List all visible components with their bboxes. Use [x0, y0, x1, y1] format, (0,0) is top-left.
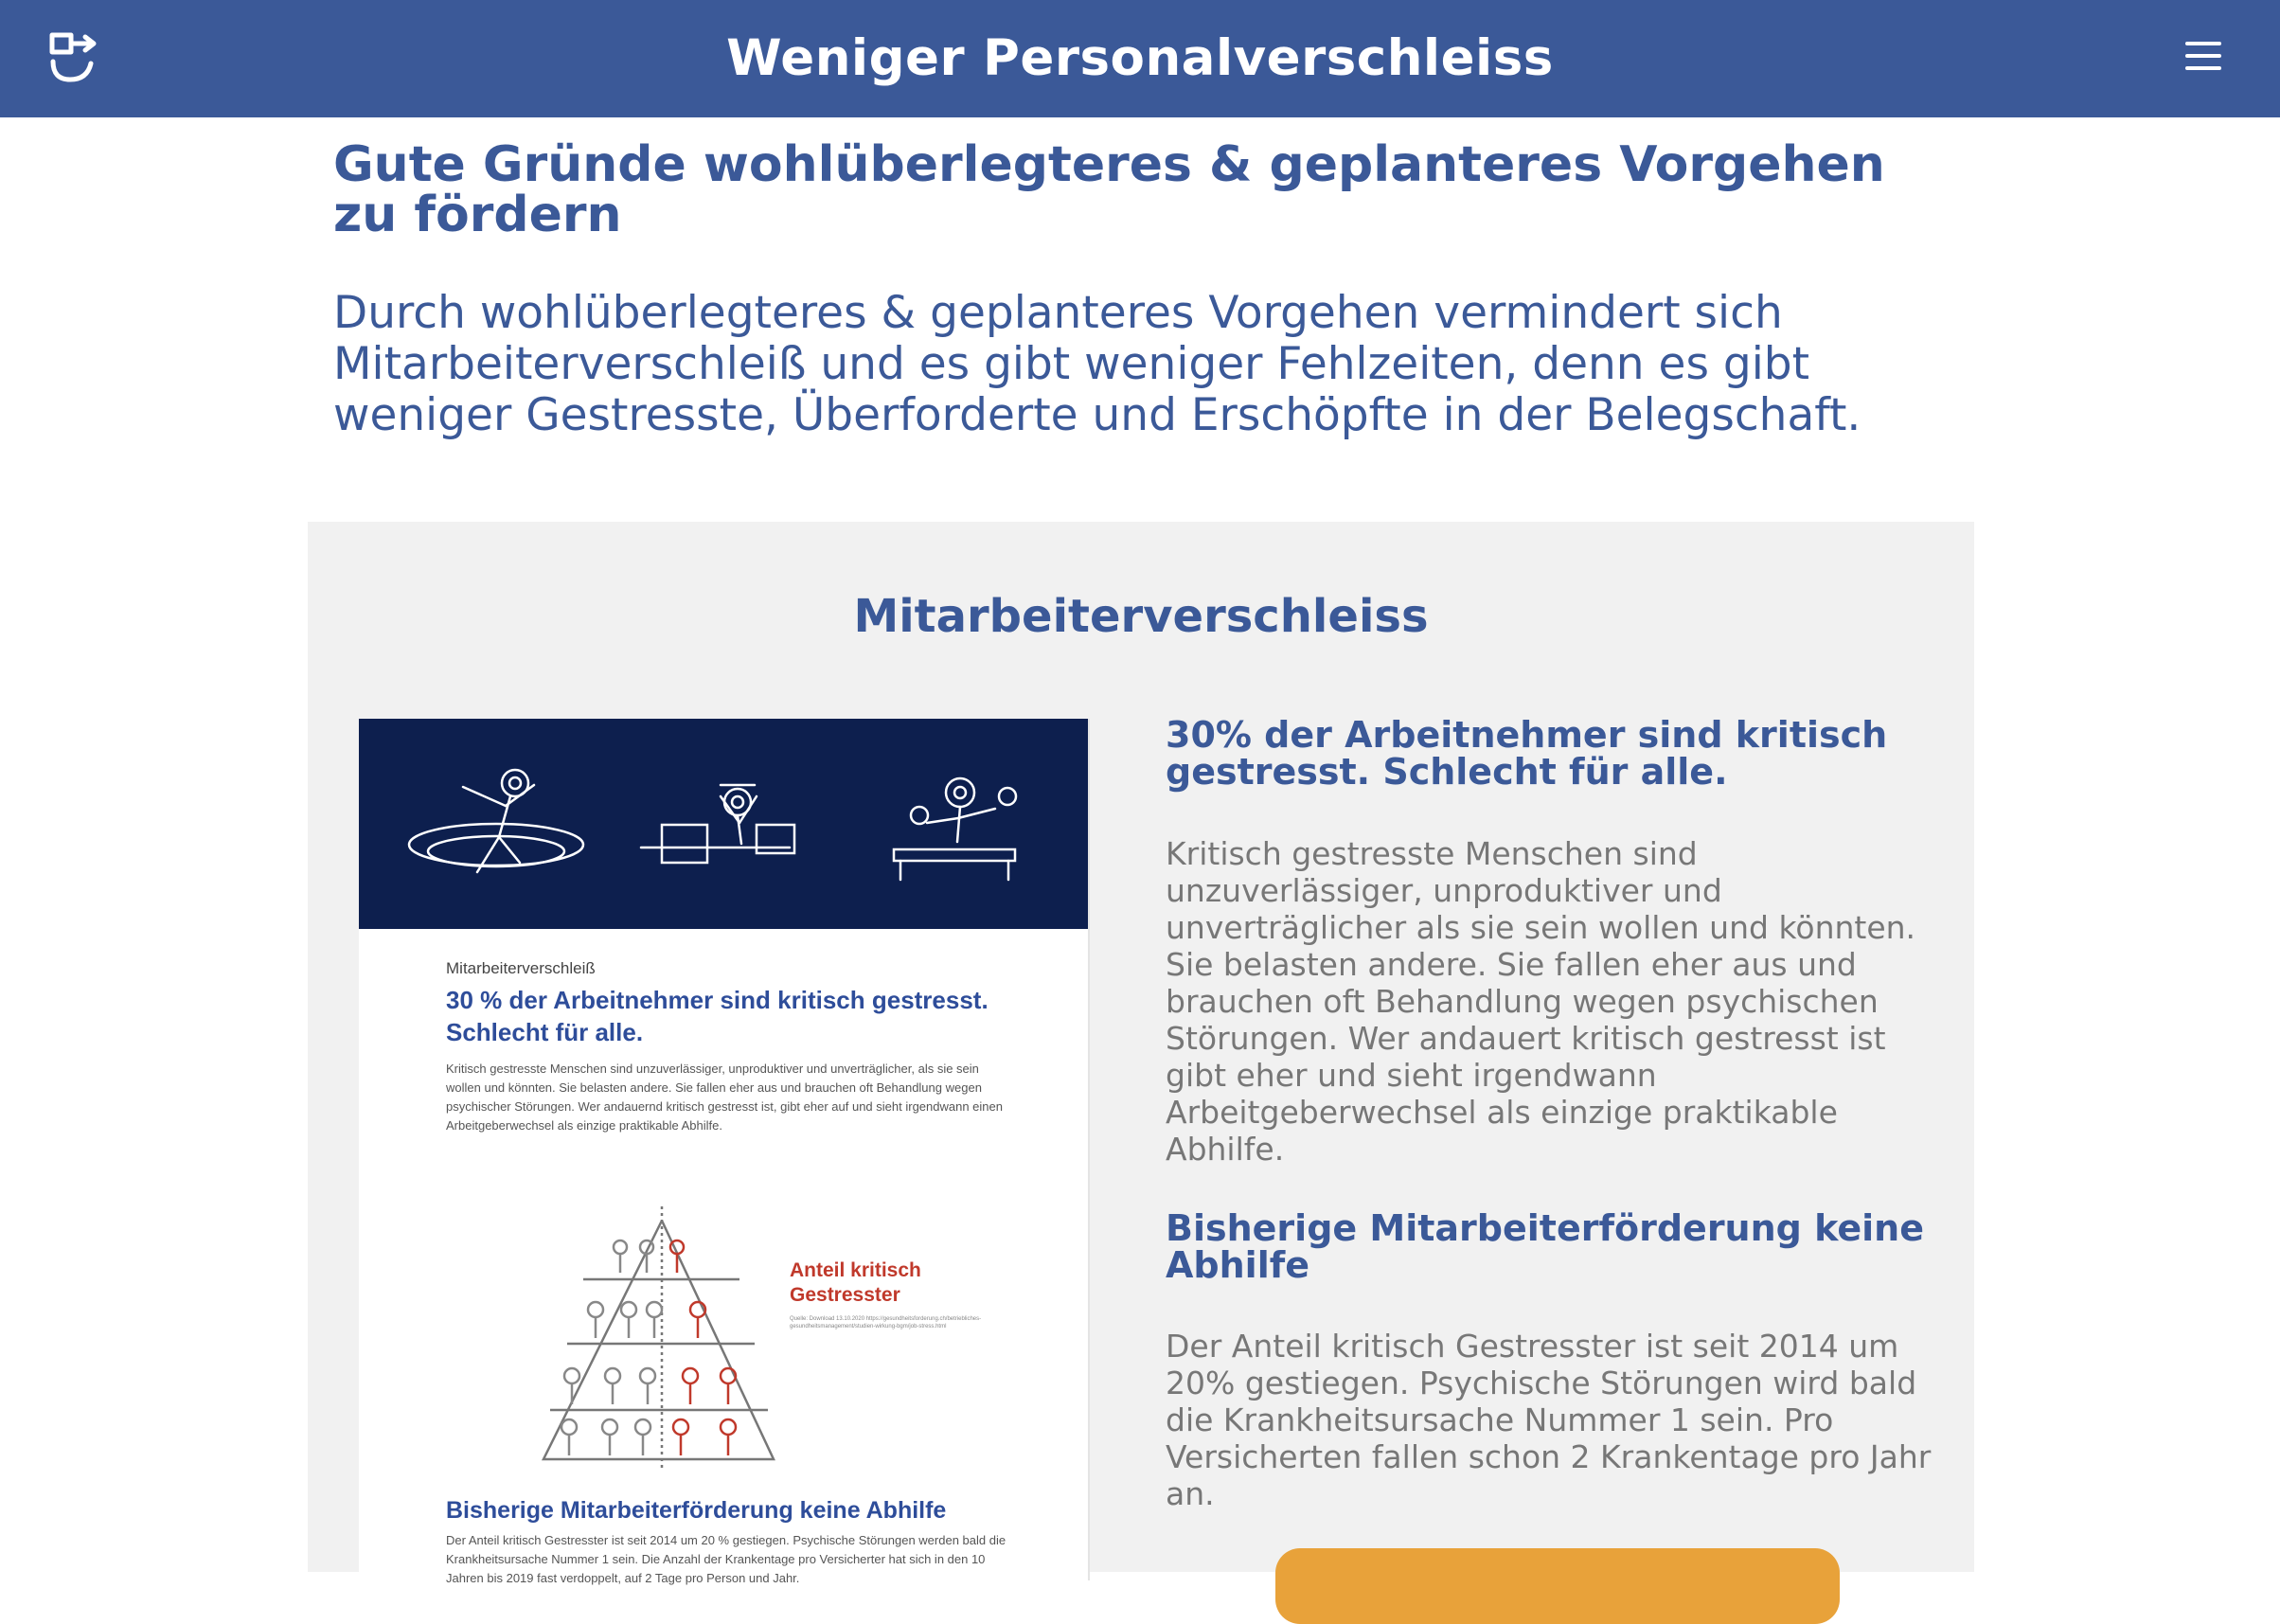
laptop-icon	[662, 825, 707, 863]
hero-lead-text: Durch wohlüberlegteres & geplanteres Vorgehen vermindert sich Mitarbeiterverschleiß und es gibt weniger Fehlzeiten, denn es gibt weniger Gestresste, Überforderte und Erschöpfte in der Belegschaft.	[333, 287, 1861, 441]
info-column	[1166, 714, 1942, 1512]
document-heading-1: 30 % der Arbeitnehmer sind kritisch gestresst. Schlecht für alle.	[446, 986, 989, 1046]
block2-heading: Bisherige Mitarbeiterförderung keine Abhilfe	[1166, 1207, 1924, 1286]
document-paragraph-1: Kritisch gestresste Menschen sind unzuverlässiger, unproduktiver und unverträglicher, als sie sein wollen und könnten. Sie belasten andere. Sie fallen eher aus und brauchen oft Behandlung wegen psychischer Störungen. Wer andauernd kritisch gestresst ist, gibt eher auf und sieht irgendwann einen Arbeitgeberwechsel als einzige praktikable Abhilfe.	[446, 1062, 1003, 1133]
content-panel	[308, 522, 1974, 1585]
block2-text: Der Anteil kritisch Gestresster ist seit 2014 um 20% gestiegen. Psychische Störungen wird bald die Krankheitsursache Nummer 1 sein. Pro Versicherten fallen schon 2 Krankentage pro Jahr an.	[1166, 1328, 1932, 1512]
page-title: Weniger Personalverschleiss	[726, 29, 1554, 87]
pyramid-label: Anteil kritisch Gestresster	[790, 1259, 921, 1306]
document-heading-2: Bisherige Mitarbeiterförderung keine Abhilfe	[446, 1497, 947, 1524]
hamburger-menu-icon[interactable]	[2185, 42, 2221, 72]
desk-icon	[894, 849, 1015, 861]
block1-text: Kritisch gestresste Menschen sind unzuverlässiger, unproduktiver und unverträglicher als sie sein wollen und könnten. Sie belasten andere. Sie fallen eher aus und brauchen oft Behandlung wegen psychischen Störungen. Wer andauert kritisch gestresst ist gibt eher und sieht irgendwann Arbeitgeberwechsel als einzige praktikable Abhilfe.	[1166, 835, 1916, 1168]
document-paragraph-2: Der Anteil kritisch Gestresster ist seit 2014 um 20 % gestiegen. Psychische Störungen werden bald die Krankheitsursache Nummer 1 sein. Die Anzahl der Krankentage pro Versicherter hat sich in den 10 Jahren bis 2019 fast verdoppelt, auf 2 Tage pro Person und Jahr.	[446, 1533, 1006, 1585]
document-kicker: Mitarbeiterverschleiß	[446, 959, 596, 977]
block1-heading: 30% der Arbeitnehmer sind kritisch gestresst. Schlecht für alle.	[1166, 714, 1888, 793]
pyramid-source: Quelle: Download 13.10.2020 https://gesundheitsforderung.ch/betriebliches-gesundheitsmanagement/studien-wirkung-bgm/job-stress.html	[790, 1316, 982, 1330]
section-title: Mitarbeiterverschleiss	[853, 590, 1429, 643]
stress-illustration-banner	[359, 719, 1088, 929]
document-preview[interactable]	[359, 719, 1088, 1585]
cta-button[interactable]	[1275, 1548, 1840, 1624]
stress-pyramid-illustration	[529, 1192, 794, 1476]
stressed-figure-3-icon	[946, 778, 974, 807]
top-navigation-bar	[0, 0, 2280, 117]
hero-heading: Gute Gründe wohlüberlegteres & geplanteres Vorgehen zu fördern	[333, 136, 1885, 243]
